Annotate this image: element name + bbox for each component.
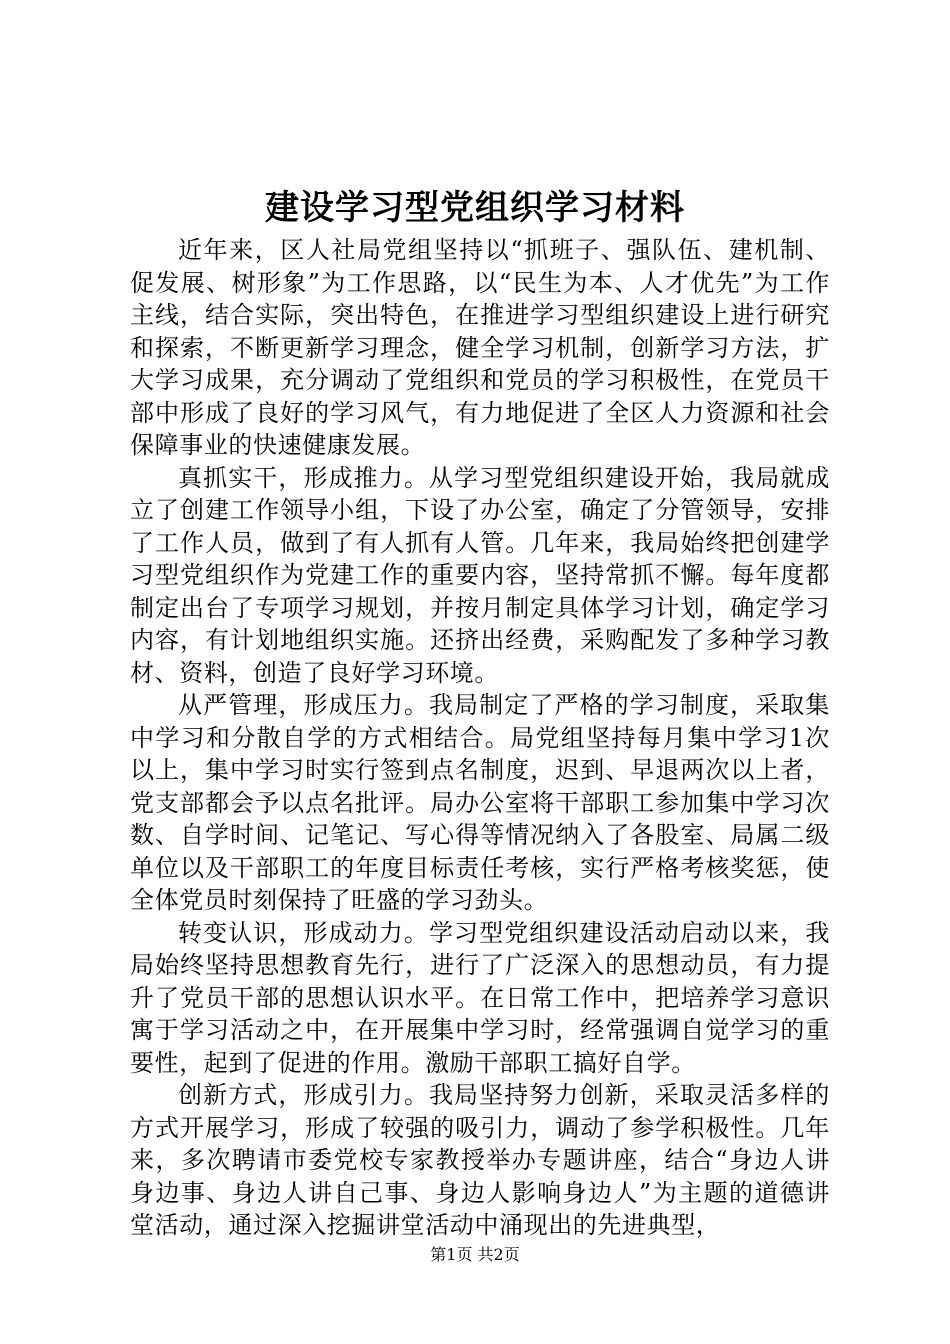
page-footer: 第1页 共2页: [430, 1245, 520, 1264]
document-body: [130, 234, 830, 1242]
paragraph-attraction: 创新方式，形成引力。我局坚持努力创新，采取灵活多样的方式开展学习，形成了较强的吸引力，调动了参学积极性。几年来，多次聘请市委党校专家教授举办专题讲座，结合“身边人讲身边事、身边人讲自己事、身边人影响身边人”为主题的道德讲堂活动，通过深入挖掘讲堂活动中涌现出的先进典型，: [130, 1081, 830, 1239]
paragraph-push: 真抓实干，形成推力。从学习型党组织建设开始，我局就成立了创建工作领导小组，下设了办公室，确定了分管领导，安排了工作人员，做到了有人抓有人管。几年来，我局始终把创建学习型党组织作为党建工作的重要内容，坚持常抓不懈。每年度都制定出台了专项学习规划，并按月制定具体学习计划，确定学习内容，有计划地组织实施。还挤出经费，采购配发了多种学习教材、资料，创造了良好学习环境。: [130, 463, 830, 687]
paragraph-intro: 近年来，区人社局党组坚持以“抓班子、强队伍、建机制、促发展、树形象”为工作思路，以“民生为本、人才优先”为工作主线，结合实际，突出特色，在推进学习型组织建设上进行研究和探索，不断更新学习理念，健全学习机制，创新学习方法，扩大学习成果，充分调动了党组织和党员的学习积极性，在党员干部中形成了良好的学习风气，有力地促进了全区人力资源和社会保障事业的快速健康发展。: [130, 236, 830, 459]
paragraph-motivation: 转变认识，形成动力。学习型党组织建设活动启动以来，我局始终坚持思想教育先行，进行了广泛深入的思想动员，有力提升了党员干部的思想认识水平。在日常工作中，把培养学习意识寓于学习活动之中，在开展集中学习时，经常强调自觉学习的重要性，起到了促进的作用。激励干部职工搞好自学。: [130, 918, 830, 1077]
document-title: 建设学习型党组织学习材料: [265, 188, 685, 228]
paragraph-pressure: 从严管理，形成压力。我局制定了严格的学习制度，采取集中学习和分散自学的方式相结合。局党组坚持每月集中学习1次以上，集中学习时实行签到点名制度，迟到、早退两次以上者，党支部都会予以点名批评。局办公室将干部职工参加集中学习次数、自学时间、记笔记、写心得等情况纳入了各股室、局属二级单位以及干部职工的年度目标责任考核，实行严格考核奖惩，使全体党员时刻保持了旺盛的学习劲头。: [130, 691, 830, 914]
